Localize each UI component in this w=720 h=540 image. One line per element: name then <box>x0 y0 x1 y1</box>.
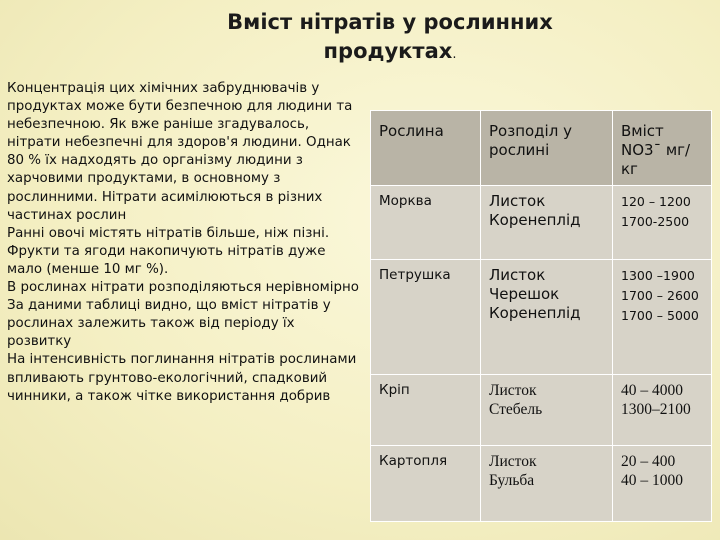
value-line: 40 – 4000 <box>621 382 683 399</box>
part-line: Листок <box>489 382 537 399</box>
paragraph-absorption-factors: На інтенсивність поглинання нітратів рослинами впливають грунтово-екологічний, спадковий чинники, а також чітке використання добрив <box>7 352 357 404</box>
slide-title-trailing: . <box>452 47 457 62</box>
value-line: 1700 – 5000 <box>621 308 699 323</box>
body-text <box>7 80 362 406</box>
paragraph-concentration: Концентрація цих хімічних забруднювачів у продуктах може бути безпечною для людини та небезпечною. Як вже раніше згадувалось, нітрати небезпечні для здоров'я людини. Однак 80 % їх надходять до організму людини з харчовими продуктами, в основному з рослинними. Нітрати асимілюються в різних частинах рослин <box>7 81 353 223</box>
plant-cell: Картопля <box>371 446 481 522</box>
value-line: 1700-2500 <box>621 214 690 229</box>
header-content: Вміст NO3¯ мг/кг <box>613 111 712 186</box>
header-distribution: Розподіл у рослині <box>481 111 613 186</box>
values-cell <box>613 375 712 446</box>
slide-title-text: Вміст нітратів у рослинних продуктах <box>227 10 553 63</box>
table-row <box>371 446 712 522</box>
value-line: 1300–2100 <box>621 401 691 418</box>
part-line: Бульба <box>489 472 535 489</box>
paragraph-table-conclusion: За даними таблиці видно, що вміст нітратів у рослинах залежить також від періоду їх розвитку <box>7 298 331 350</box>
plant-cell: Морква <box>371 186 481 260</box>
table-row <box>371 186 712 260</box>
nitrate-table <box>370 110 712 522</box>
part-line: Коренеплід <box>489 304 581 322</box>
parts-cell <box>481 446 613 522</box>
slide-title <box>200 8 580 69</box>
plant-cell: Петрушка <box>371 260 481 375</box>
part-line: Листок <box>489 266 546 284</box>
part-line: Листок <box>489 453 537 470</box>
header-plant: Рослина <box>371 111 481 186</box>
value-line: 120 – 1200 <box>621 194 691 209</box>
value-line: 1700 – 2600 <box>621 288 699 303</box>
paragraph-early-vegetables: Ранні овочі містять нітратів більше, ніж пізні. Фрукти та ягоди накопичують нітратів дуже мало (менше 10 мг %). <box>7 225 330 277</box>
part-line: Стебель <box>489 401 543 418</box>
value-line: 1300 –1900 <box>621 268 695 283</box>
part-line: Коренеплід <box>489 211 581 229</box>
plant-cell: Кріп <box>371 375 481 446</box>
table-header-row <box>371 111 712 186</box>
value-line: 20 – 400 <box>621 453 676 470</box>
table-row <box>371 375 712 446</box>
values-cell <box>613 260 712 375</box>
parts-cell <box>481 260 613 375</box>
parts-cell <box>481 186 613 260</box>
part-line: Листок <box>489 192 546 210</box>
part-line: Черешок <box>489 285 560 303</box>
value-line: 40 – 1000 <box>621 472 683 489</box>
paragraph-distribution: В рослинах нітрати розподіляються нерівномірно <box>7 280 359 296</box>
parts-cell <box>481 375 613 446</box>
table-row <box>371 260 712 375</box>
values-cell <box>613 446 712 522</box>
values-cell <box>613 186 712 260</box>
